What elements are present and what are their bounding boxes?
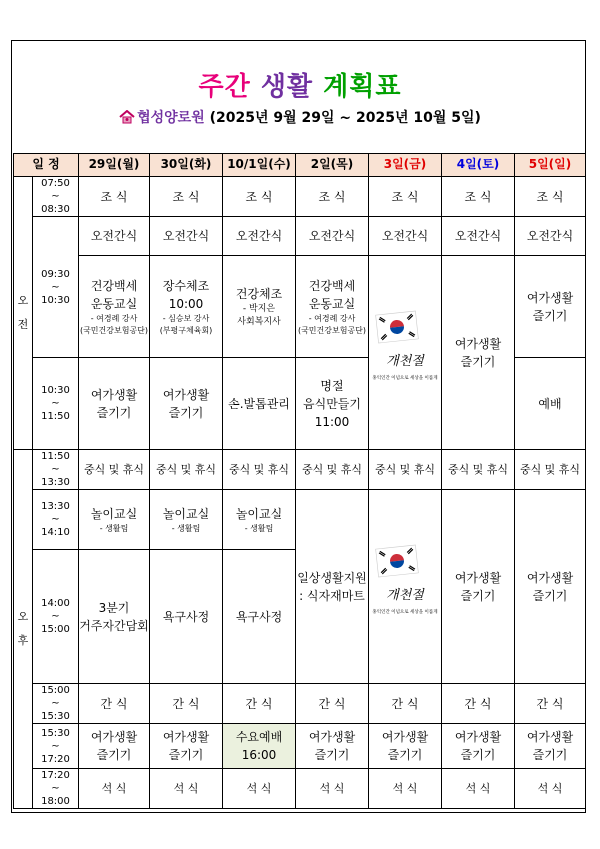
row-dinner <box>14 769 586 809</box>
cell-dinner: 석 식 <box>369 769 442 809</box>
cell-mon-play <box>79 490 150 550</box>
program-org: (국민건강보험공단) <box>79 325 149 335</box>
cell-am-snack: 오전간식 <box>442 217 515 256</box>
cell-sun-am-leisure: 여가생활 즐기기 <box>515 256 586 358</box>
title-word-3: 계획표 <box>323 72 402 102</box>
cell-tue-play <box>150 490 223 550</box>
cell-breakfast: 조 식 <box>296 177 369 217</box>
cell-pm-leisure: 여가생활 즐기기 <box>515 724 586 769</box>
cell-am-snack: 오전간식 <box>150 217 223 256</box>
program-title: 장수체조 10:00 <box>162 278 210 311</box>
cell-mon-am <box>79 256 150 358</box>
cell-breakfast: 조 식 <box>79 177 150 217</box>
cell-sat-pm-leisure: 여가생활 즐기기 <box>442 490 515 684</box>
col-header-tue: 30일(화) <box>150 154 223 177</box>
cell-pm-snack: 간 식 <box>296 684 369 724</box>
cell-lunch: 중식 및 휴식 <box>442 450 515 490</box>
schedule-table <box>13 153 586 809</box>
section-pm: 오 후 <box>14 450 33 809</box>
cell-pm-leisure: 여가생활 즐기기 <box>150 724 223 769</box>
cell-dinner: 석 식 <box>442 769 515 809</box>
cell-fri-holiday-am <box>369 256 442 450</box>
cell-fri-holiday-pm <box>369 490 442 684</box>
cell-thu-am2: 명절 음식만들기 11:00 <box>296 358 369 450</box>
cell-wed-pm: 욕구사정 <box>223 550 296 684</box>
col-header-mon: 29일(월) <box>79 154 150 177</box>
cell-am-snack: 오전간식 <box>369 217 442 256</box>
time-cell: 17:20 ~ 18:00 <box>33 769 79 809</box>
cell-lunch: 중식 및 휴식 <box>515 450 586 490</box>
cell-am-snack: 오전간식 <box>223 217 296 256</box>
time-cell: 15:00 ~ 15:30 <box>33 684 79 724</box>
cell-pm-leisure: 여가생활 즐기기 <box>79 724 150 769</box>
korean-flag-icon <box>369 309 441 396</box>
col-header-fri: 3일(금) <box>369 154 442 177</box>
program-title: 놀이교실 <box>90 506 138 521</box>
cell-sun-am2: 예배 <box>515 358 586 450</box>
cell-sun-pm-leisure: 여가생활 즐기기 <box>515 490 586 684</box>
program-title: 건강체조 <box>235 286 283 301</box>
program-org: (부평구체육회) <box>159 325 213 335</box>
cell-breakfast: 조 식 <box>369 177 442 217</box>
cell-pm-snack: 간 식 <box>223 684 296 724</box>
korean-flag-icon <box>369 543 441 630</box>
col-header-sun: 5일(일) <box>515 154 586 177</box>
title-word-1: 주간 <box>198 72 251 102</box>
cell-wed-play <box>223 490 296 550</box>
row-pm-leisure <box>14 724 586 769</box>
cell-pm-snack: 간 식 <box>515 684 586 724</box>
cell-lunch: 중식 및 휴식 <box>369 450 442 490</box>
cell-dinner: 석 식 <box>79 769 150 809</box>
program-teacher: - 박지은 사회복지사 <box>237 303 281 327</box>
cell-am-snack: 오전간식 <box>79 217 150 256</box>
page-title <box>0 66 600 103</box>
time-cell: 10:30 ~ 11:50 <box>33 358 79 450</box>
cell-breakfast: 조 식 <box>223 177 296 217</box>
cell-tue-am2: 여가생활 즐기기 <box>150 358 223 450</box>
cell-pm-leisure: 여가생활 즐기기 <box>369 724 442 769</box>
row-am-snack <box>14 217 586 256</box>
col-header-wed: 10/1일(수) <box>223 154 296 177</box>
home-icon <box>119 110 135 128</box>
time-cell: 11:50 ~ 13:30 <box>33 450 79 490</box>
cell-wed-am <box>223 256 296 358</box>
program-title: 놀이교실 <box>162 506 210 521</box>
program-teacher: - 심승보 강사 <box>162 313 210 323</box>
cell-thu-am <box>296 256 369 358</box>
program-title: 놀이교실 <box>235 506 283 521</box>
cell-lunch: 중식 및 휴식 <box>79 450 150 490</box>
row-breakfast <box>14 177 586 217</box>
cell-wed-worship: 수요예배 16:00 <box>223 724 296 769</box>
row-pm-snack <box>14 684 586 724</box>
program-teacher: - 여경례 강사 <box>90 313 138 323</box>
cell-wed-am2: 손.발톱관리 <box>223 358 296 450</box>
cell-pm-snack: 간 식 <box>442 684 515 724</box>
program-teacher: - 생활팀 <box>244 523 274 533</box>
cell-breakfast: 조 식 <box>150 177 223 217</box>
row-am-program <box>14 256 586 358</box>
time-cell: 14:00 ~ 15:00 <box>33 550 79 684</box>
program-org: (국민건강보험공단) <box>297 325 367 335</box>
time-cell: 13:30 ~ 14:10 <box>33 490 79 550</box>
holiday-caption: 개천절 <box>386 588 424 604</box>
cell-lunch: 중식 및 휴식 <box>150 450 223 490</box>
cell-pm-snack: 간 식 <box>150 684 223 724</box>
col-header-sat: 4일(토) <box>442 154 515 177</box>
holiday-motto: 홍익인간 이념으로 세상을 이롭게 <box>372 376 438 382</box>
row-play-class <box>14 490 586 550</box>
title-word-2: 생활 <box>260 72 314 102</box>
cell-breakfast: 조 식 <box>442 177 515 217</box>
program-title: 건강백세 운동교실 <box>90 278 138 311</box>
cell-tue-am <box>150 256 223 358</box>
section-am: 오 전 <box>14 177 33 450</box>
holiday-caption: 개천절 <box>386 354 424 370</box>
time-cell: 07:50 ~ 08:30 <box>33 177 79 217</box>
org-name: 협성양로원 <box>137 110 205 126</box>
program-teacher: - 생활팀 <box>171 523 201 533</box>
cell-dinner: 석 식 <box>223 769 296 809</box>
col-header-thu: 2일(목) <box>296 154 369 177</box>
cell-pm-leisure: 여가생활 즐기기 <box>296 724 369 769</box>
cell-dinner: 석 식 <box>296 769 369 809</box>
page-subtitle <box>0 107 600 128</box>
time-cell: 09:30 ~ 10:30 <box>33 217 79 358</box>
program-teacher: - 생활팀 <box>99 523 129 533</box>
cell-pm-leisure: 여가생활 즐기기 <box>442 724 515 769</box>
cell-lunch: 중식 및 휴식 <box>296 450 369 490</box>
cell-dinner: 석 식 <box>150 769 223 809</box>
cell-mon-am2: 여가생활 즐기기 <box>79 358 150 450</box>
program-title: 건강백세 운동교실 <box>308 278 356 311</box>
cell-thu-pm: 일상생활지원 : 식자재마트 <box>296 490 369 684</box>
holiday-motto: 홍익인간 이념으로 세상을 이롭게 <box>372 610 438 616</box>
cell-mon-pm: 3분기 거주자간담회 <box>79 550 150 684</box>
cell-pm-snack: 간 식 <box>79 684 150 724</box>
cell-pm-snack: 간 식 <box>369 684 442 724</box>
program-teacher: - 여경례 강사 <box>308 313 356 323</box>
cell-am-snack: 오전간식 <box>515 217 586 256</box>
cell-breakfast: 조 식 <box>515 177 586 217</box>
cell-lunch: 중식 및 휴식 <box>223 450 296 490</box>
cell-sat-am-leisure: 여가생활 즐기기 <box>442 256 515 450</box>
cell-dinner: 석 식 <box>515 769 586 809</box>
header-row <box>14 154 586 177</box>
cell-am-snack: 오전간식 <box>296 217 369 256</box>
cell-tue-pm: 욕구사정 <box>150 550 223 684</box>
col-header-schedule: 일 정 <box>14 154 79 177</box>
period: (2025년 9월 29일 ~ 2025년 10월 5일) <box>209 110 481 126</box>
time-cell: 15:30 ~ 17:20 <box>33 724 79 769</box>
row-lunch <box>14 450 586 490</box>
